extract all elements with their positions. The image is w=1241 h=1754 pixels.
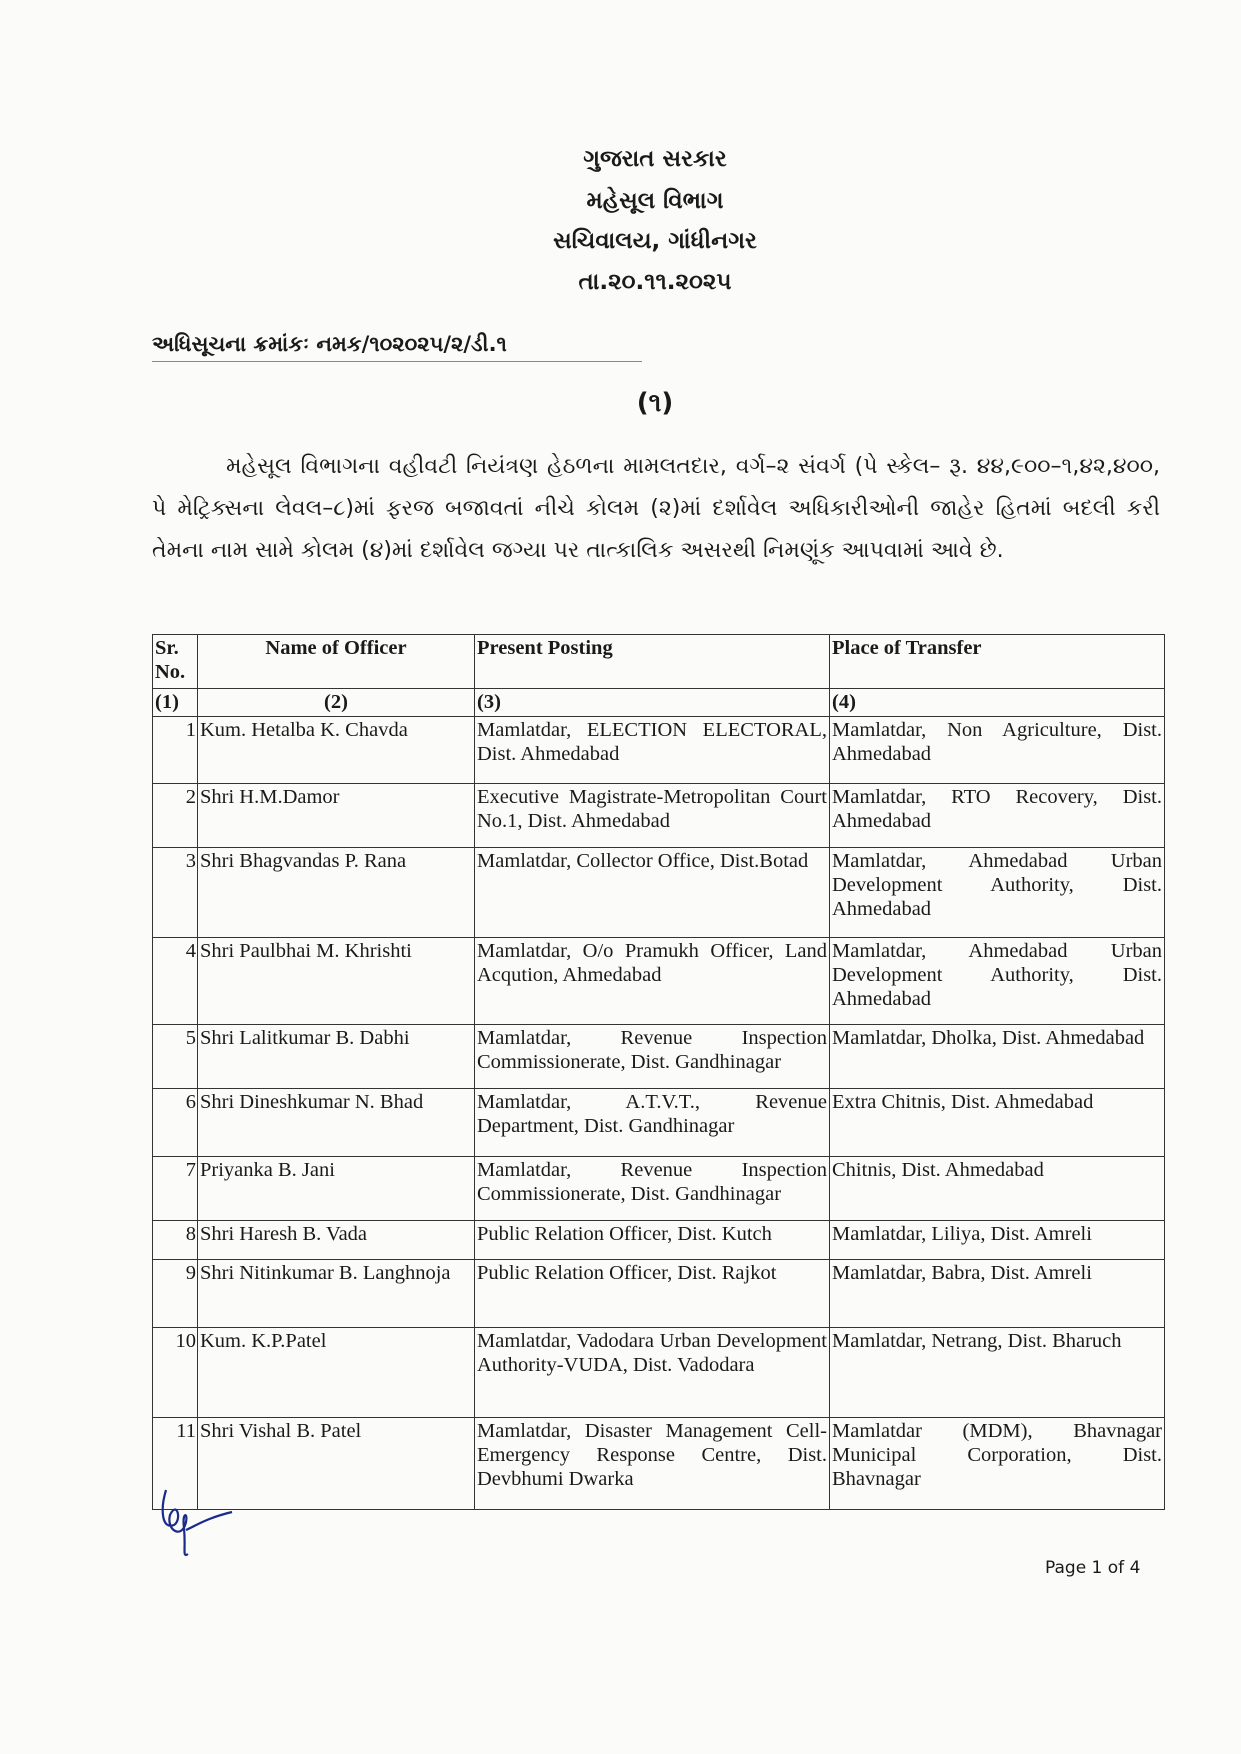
table-header-row bbox=[153, 635, 1165, 689]
officer-name-cell: Kum. Hetalba K. Chavda bbox=[198, 717, 475, 784]
place-of-transfer-cell: Chitnis, Dist. Ahmedabad bbox=[830, 1157, 1165, 1221]
sr-cell: 3 bbox=[153, 848, 198, 938]
table-row bbox=[153, 1328, 1165, 1418]
present-posting-cell: Mamlatdar, ELECTION ELECTORAL, Dist. Ahmedabad bbox=[475, 717, 830, 784]
officer-name-cell: Priyanka B. Jani bbox=[198, 1157, 475, 1221]
present-posting-cell: Mamlatdar, Revenue Inspection Commissionerate, Dist. Gandhinagar bbox=[475, 1157, 830, 1221]
section-number: (૧) bbox=[636, 388, 674, 418]
place-of-transfer-cell: Mamlatdar, Ahmedabad Urban Development Authority, Dist. Ahmedabad bbox=[830, 938, 1165, 1025]
sr-cell: 7 bbox=[153, 1157, 198, 1221]
table-row bbox=[153, 717, 1165, 784]
header-place-of-transfer: Place of Transfer bbox=[830, 635, 1165, 689]
present-posting-cell: Mamlatdar, Disaster Management Cell-Emergency Response Centre, Dist. Devbhumi Dwarka bbox=[475, 1418, 830, 1510]
sr-cell: 8 bbox=[153, 1221, 198, 1260]
sr-cell: 1 bbox=[153, 717, 198, 784]
signature bbox=[152, 1470, 252, 1560]
notification-number: અધિસૂચના ક્રમાંકઃ નમક/૧૦૨૦૨૫/૨/ડી.૧ bbox=[152, 332, 642, 362]
header-present-posting: Present Posting bbox=[475, 635, 830, 689]
office-location: સચિવાલય, ગાંધીનગર bbox=[553, 228, 757, 254]
header-sr-no: Sr. No. bbox=[153, 635, 198, 689]
table-row bbox=[153, 784, 1165, 848]
officer-name-cell: Shri Vishal B. Patel bbox=[198, 1418, 475, 1510]
present-posting-cell: Public Relation Officer, Dist. Rajkot bbox=[475, 1260, 830, 1328]
place-of-transfer-cell: Mamlatdar, Liliya, Dist. Amreli bbox=[830, 1221, 1165, 1260]
col-num-1: (1) bbox=[153, 689, 198, 717]
present-posting-cell: Mamlatdar, Vadodara Urban Development Authority-VUDA, Dist. Vadodara bbox=[475, 1328, 830, 1418]
sr-cell: 11 bbox=[153, 1418, 198, 1510]
present-posting-cell: Mamlatdar, Revenue Inspection Commissionerate, Dist. Gandhinagar bbox=[475, 1025, 830, 1089]
place-of-transfer-cell: Mamlatdar, Netrang, Dist. Bharuch bbox=[830, 1328, 1165, 1418]
present-posting-cell: Public Relation Officer, Dist. Kutch bbox=[475, 1221, 830, 1260]
present-posting-cell: Mamlatdar, A.T.V.T., Revenue Department, Dist. Gandhinagar bbox=[475, 1089, 830, 1157]
table-row bbox=[153, 1089, 1165, 1157]
table-row bbox=[153, 1260, 1165, 1328]
table-row bbox=[153, 1025, 1165, 1089]
table-row bbox=[153, 938, 1165, 1025]
present-posting-cell: Mamlatdar, O/o Pramukh Officer, Land Acqution, Ahmedabad bbox=[475, 938, 830, 1025]
place-of-transfer-cell: Mamlatdar, Dholka, Dist. Ahmedabad bbox=[830, 1025, 1165, 1089]
transfer-table bbox=[152, 634, 1165, 1510]
place-of-transfer-cell: Mamlatdar, Babra, Dist. Amreli bbox=[830, 1260, 1165, 1328]
officer-name-cell: Kum. K.P.Patel bbox=[198, 1328, 475, 1418]
sr-cell: 5 bbox=[153, 1025, 198, 1089]
sr-cell: 9 bbox=[153, 1260, 198, 1328]
officer-name-cell: Shri Bhagvandas P. Rana bbox=[198, 848, 475, 938]
officer-name-cell: Shri Dineshkumar N. Bhad bbox=[198, 1089, 475, 1157]
place-of-transfer-cell: Mamlatdar, RTO Recovery, Dist. Ahmedabad bbox=[830, 784, 1165, 848]
govt-name: ગુજરાત સરકાર bbox=[583, 146, 727, 172]
body-paragraph: મહેસૂલ વિભાગના વહીવટી નિયંત્રણ હેઠળના મામલતદાર, વર્ગ–૨ સંવર્ગ (પે સ્કેલ– રૂ. ૪૪,૯૦૦–૧,૪૨,૪૦૦, પે મેટ્રિક્સના લેવલ–૮)માં ફરજ બજાવતાં નીચે કોલમ (૨)માં દર્શાવેલ અધિકારીઓની જાહેર હિતમાં બદલી કરી તેમના નામ સામે કોલમ (૪)માં દર્શાવેલ જગ્યા પર તાત્કાલિક અસરથી નિમણૂંક આપવામાં આવે છે. bbox=[152, 454, 1160, 563]
place-of-transfer-cell: Mamlatdar, Ahmedabad Urban Development Authority, Dist. Ahmedabad bbox=[830, 848, 1165, 938]
present-posting-cell: Executive Magistrate-Metropolitan Court No.1, Dist. Ahmedabad bbox=[475, 784, 830, 848]
officer-name-cell: Shri Lalitkumar B. Dabhi bbox=[198, 1025, 475, 1089]
sr-cell: 2 bbox=[153, 784, 198, 848]
column-number-row bbox=[153, 689, 1165, 717]
sr-cell: 10 bbox=[153, 1328, 198, 1418]
officer-name-cell: Shri Paulbhai M. Khrishti bbox=[198, 938, 475, 1025]
place-of-transfer-cell: Mamlatdar (MDM), Bhavnagar Municipal Corporation, Dist. Bhavnagar bbox=[830, 1418, 1165, 1510]
header-name: Name of Officer bbox=[198, 635, 475, 689]
table-row bbox=[153, 1157, 1165, 1221]
col-num-3: (3) bbox=[475, 689, 830, 717]
place-of-transfer-cell: Extra Chitnis, Dist. Ahmedabad bbox=[830, 1089, 1165, 1157]
col-num-2: (2) bbox=[198, 689, 475, 717]
officer-name-cell: Shri H.M.Damor bbox=[198, 784, 475, 848]
table-row bbox=[153, 848, 1165, 938]
officer-name-cell: Shri Haresh B. Vada bbox=[198, 1221, 475, 1260]
document-date: તા.૨૦.૧૧.૨૦૨૫ bbox=[578, 269, 732, 295]
place-of-transfer-cell: Mamlatdar, Non Agriculture, Dist. Ahmedabad bbox=[830, 717, 1165, 784]
department-name: મહેસૂલ વિભાગ bbox=[586, 188, 724, 214]
present-posting-cell: Mamlatdar, Collector Office, Dist.Botad bbox=[475, 848, 830, 938]
officer-name-cell: Shri Nitinkumar B. Langhnoja bbox=[198, 1260, 475, 1328]
sr-cell: 6 bbox=[153, 1089, 198, 1157]
page-number: Page 1 of 4 bbox=[1045, 1558, 1141, 1578]
col-num-4: (4) bbox=[830, 689, 1165, 717]
table-row bbox=[153, 1221, 1165, 1260]
sr-cell: 4 bbox=[153, 938, 198, 1025]
table-row bbox=[153, 1418, 1165, 1510]
